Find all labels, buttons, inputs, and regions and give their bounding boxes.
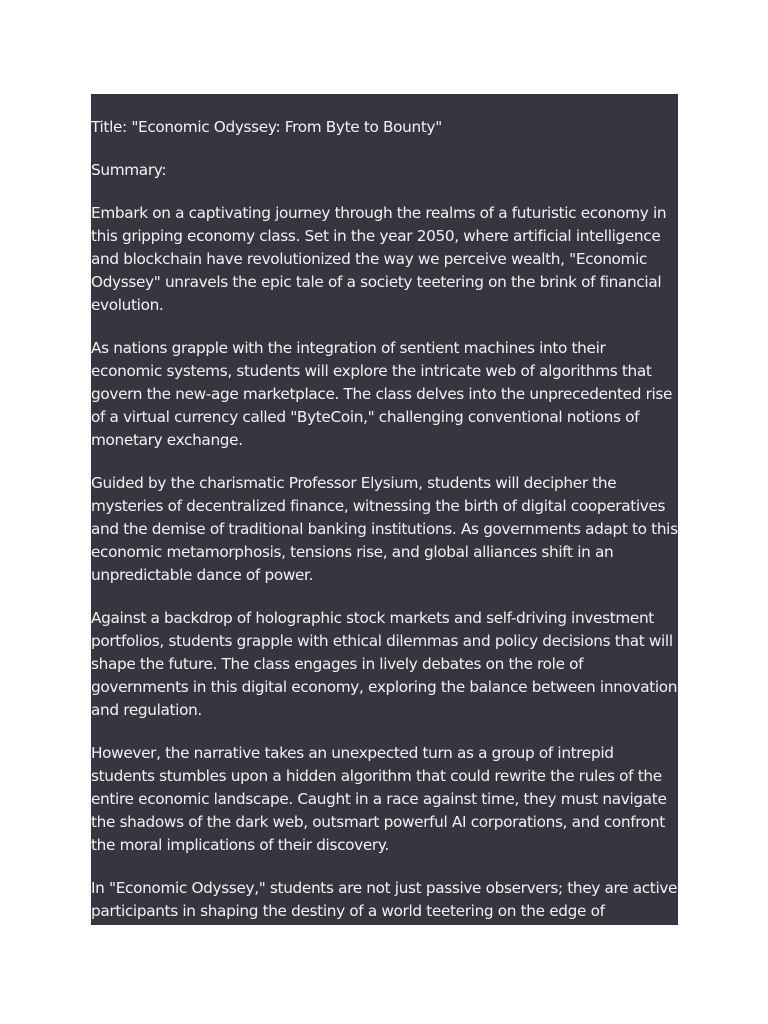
paragraph-2: As nations grapple with the integration of sentient machines into their economic systems, students will explore the intricate web of algorithms that govern the new-age marketplace. The class delves into the unprecedented rise of a virtual currency called "ByteCoin," challenging conventional notions of monetary exchange. <box>91 339 673 449</box>
paragraph-6: In "Economic Odyssey," students are not just passive observers; they are active participants in shaping the destiny of a world teetering on the edge of <box>91 879 678 920</box>
document-text-panel <box>91 94 678 925</box>
summary-heading: Summary: <box>91 161 167 179</box>
paragraph-1: Embark on a captivating journey through the realms of a futuristic economy in this gripping economy class. Set in the year 2050, where artificial intelligence and blockchain have revolutionized the way we perceive wealth, "Economic Odyssey" unravels the epic tale of a society teetering on the brink of financial evolution. <box>91 204 667 314</box>
paragraph-4: Against a backdrop of holographic stock markets and self-driving investment portfolios, students grapple with ethical dilemmas and policy decisions that will shape the future. The class engages in lively debates on the role of governments in this digital economy, exploring the balance between innovation and regulation. <box>91 609 678 719</box>
document-title: Title: "Economic Odyssey: From Byte to Bounty" <box>91 118 442 136</box>
paragraph-5: However, the narrative takes an unexpected turn as a group of intrepid students stumbles upon a hidden algorithm that could rewrite the rules of the entire economic landscape. Caught in a race against time, they must navigate the shadows of the dark web, outsmart powerful AI corporations, and confront the moral implications of their discovery. <box>91 744 667 854</box>
document-body <box>91 116 678 925</box>
paragraph-3: Guided by the charismatic Professor Elysium, students will decipher the mysteries of decentralized finance, witnessing the birth of digital cooperatives and the demise of traditional banking institutions. As governments adapt to this economic metamorphosis, tensions rise, and global alliances shift in an unpredictable dance of power. <box>91 474 678 584</box>
